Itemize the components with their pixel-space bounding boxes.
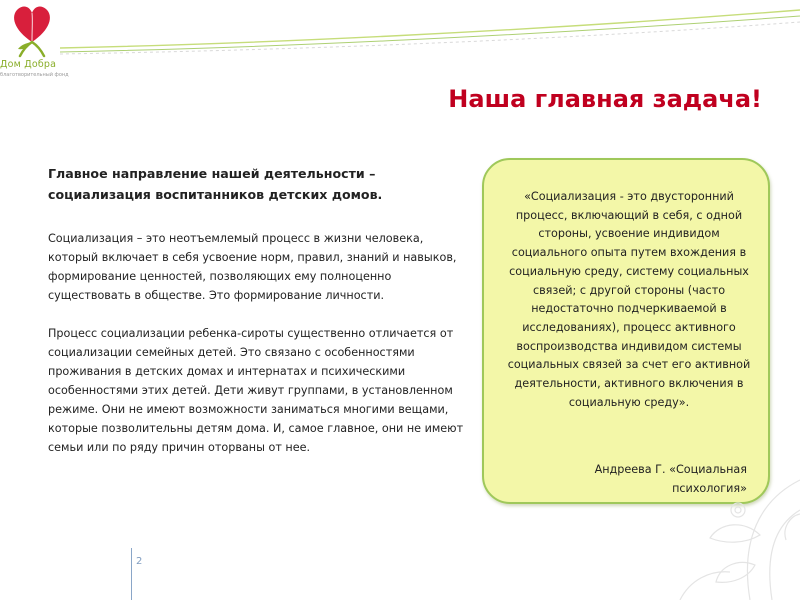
page-number-rule (131, 548, 132, 600)
socialization-definition-paragraph: Социализация – это неотъемлемый процесс в жизни человека, который включает в себя усвоение норм, правил, знаний и навыков, формирование ценностей, позволяющих ему полноценно существовать в обществе. Это формирование личности. (48, 232, 457, 302)
page-number: 2 (136, 556, 143, 567)
logo (0, 0, 70, 85)
top-decorative-lines (0, 0, 800, 70)
slide-title: Наша главная задача! (448, 85, 762, 113)
left-column (48, 163, 468, 457)
quote-author-line-2: психология» (672, 481, 747, 495)
floral-corner-ornament (560, 440, 800, 600)
logo-name: Дом Добра (0, 59, 57, 70)
quote-author-line-1: Андреева Г. «Социальная (594, 463, 747, 476)
heart-leaf-icon (6, 2, 58, 58)
lead-statement: Главное направление нашей деятельности – социализация воспитанников детских домов. (48, 166, 383, 202)
orphan-socialization-paragraph: Процесс социализации ребенка-сироты существенно отличается от социализации семейных детей. Это связано с особенностями проживания в детских домах и интернатах и психическими особенностями этих детей. Дети живут группами, в установленном режиме. Они не имеют возможности заниматься многими вещами, которые позволительны детям дома. И, самое главное, они не имеют семьи или по ряду причин оторваны от нее. (48, 327, 464, 454)
quote-text: «Социализация - это двусторонний процесс, включающий в себя, с одной стороны, усвоение индивидом социального опыта путем вхождения в социальную среду, систему социальных связей; с другой стороны (часто недостаточно подчеркиваемой в исследованиях), процесс активного воспроизводства индивидом системы социальных связей за счет его активной деятельности, активного включения в социальную среду». (507, 190, 751, 409)
logo-tagline: благотворительный фонд (0, 72, 69, 78)
